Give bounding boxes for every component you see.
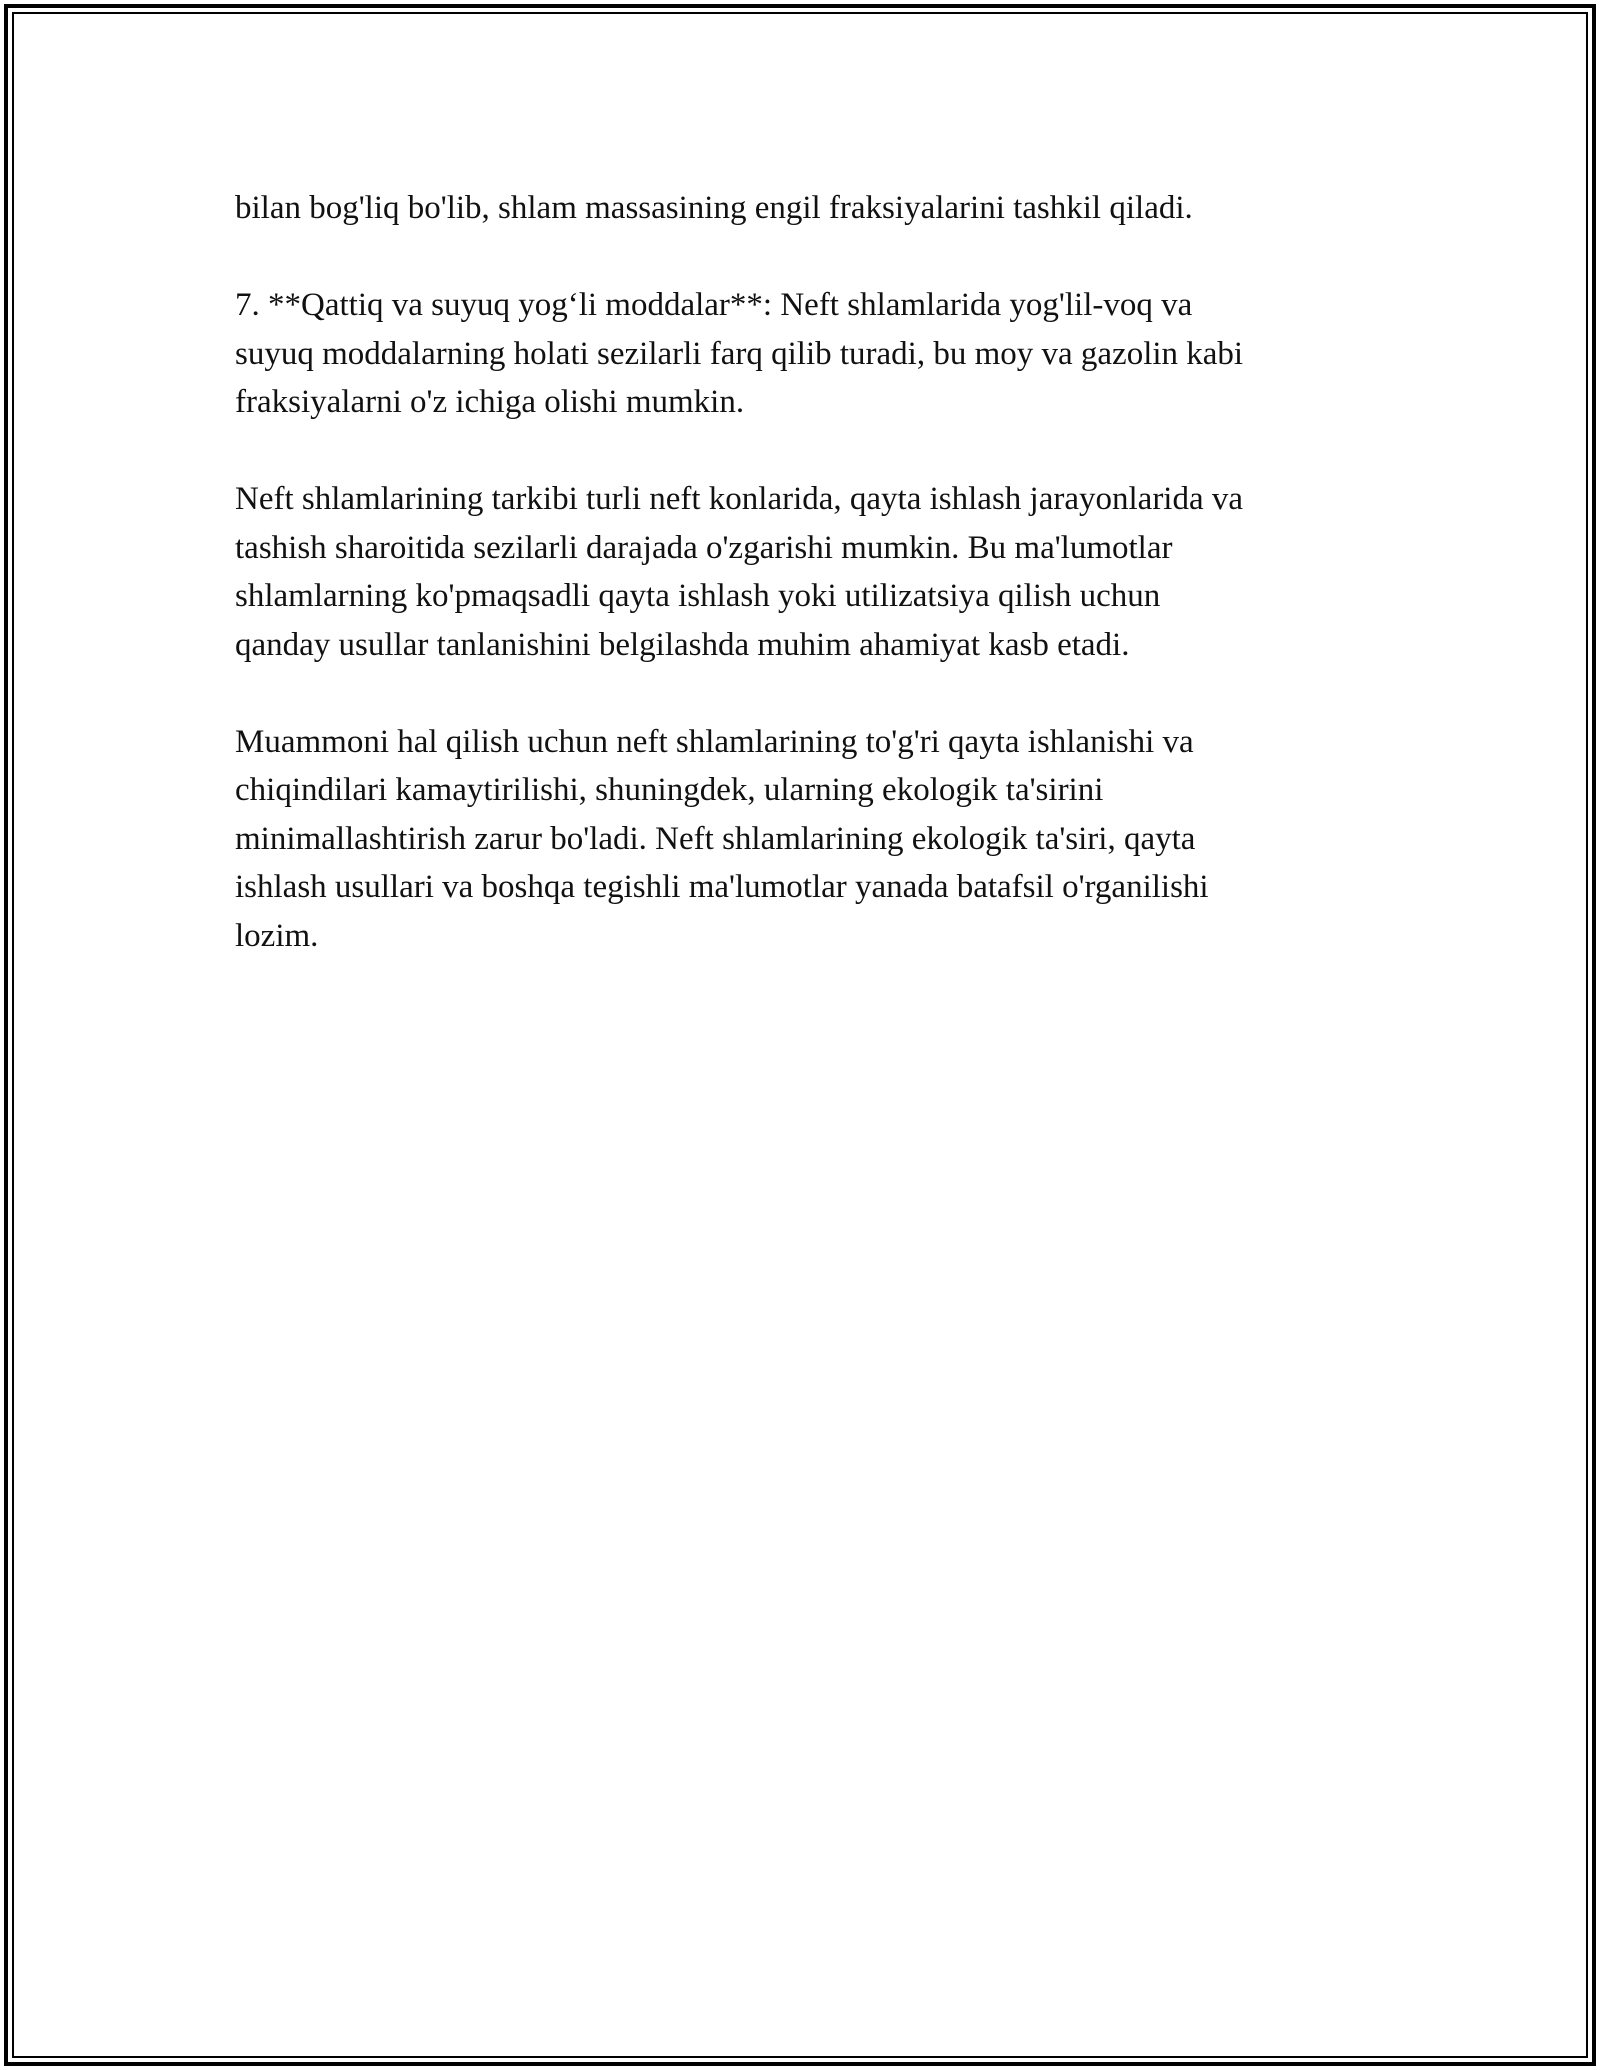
paragraph-item-7: 7. **Qattiq va suyuq yog‘li moddalar**: Neft shlamlarida yog'lil-voq va suyuq moddalarning holati sezilarli farq qilib turadi, bu moy va gazolin kabi fraksiyalarni o'z ichiga olishi mumkin. xyxy=(235,287,1244,420)
paragraph-conclusion: Muammoni hal qilish uchun neft shlamlarining to'g'ri qayta ishlanishi va chiqindilari kamaytirilishi, shuningdek, ularning ekologik ta'sirini minimallashtirish zarur bo'ladi. Neft shlamlarining ekologik ta'siri, qayta ishlash usullari va boshqa tegishli ma'lumotlar yanada batafsil o'rganilishi lozim. xyxy=(235,723,1209,954)
document-body xyxy=(235,184,1375,1009)
paragraph-composition: Neft shlamlarining tarkibi turli neft konlarida, qayta ishlash jarayonlarida va tashish sharoitida sezilarli darajada o'zgarishi mumkin. Bu ma'lumotlar shlamlarning ko'pmaqsadli qayta ishlash yoki utilizatsiya qilish uchun qanday usullar tanlanishini belgilashda muhim ahamiyat kasb etadi. xyxy=(235,481,1244,663)
paragraph-continuation: bilan bog'liq bo'lib, shlam massasining engil fraksiyalarini tashkil qiladi. xyxy=(235,190,1193,226)
